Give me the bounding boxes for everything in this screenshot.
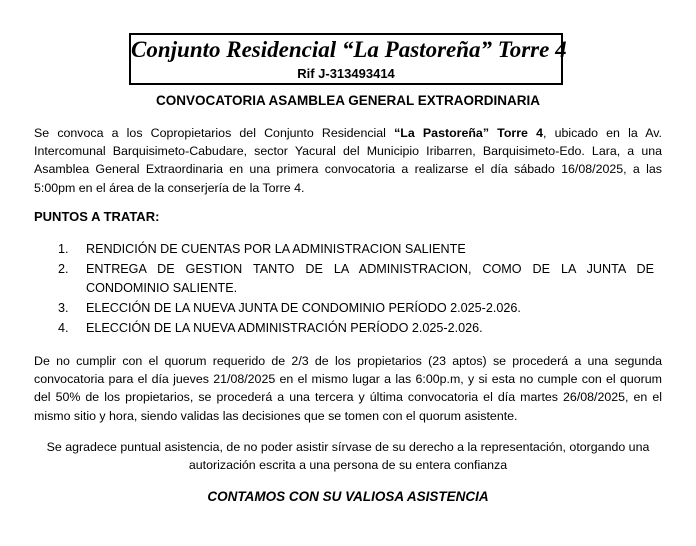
intro-text-part1: Se convoca a los Copropietarios del Conjunto Residencial: [34, 126, 395, 140]
point-item: [58, 260, 654, 298]
point-text: ELECCIÓN DE LA NUEVA ADMINISTRACIÓN PERÍODO 2.025-2.026.: [86, 321, 483, 335]
point-number: 3.: [58, 301, 69, 315]
point-text: ENTREGA DE GESTION TANTO DE LA ADMINISTRACION, COMO DE LA JUNTA DE CONDOMINIO SALIENTE.: [86, 262, 654, 295]
point-number: 1.: [58, 242, 69, 256]
intro-text-part2: , ubicado en la Av. Intercomunal Barquisimeto-Cabudare, sector Yacural del Municipio Iribarren, Barquisimeto-Edo. Lara, a una Asamblea General Extraordinaria en una primera convocatoria a realizarse el día sábado 16/08/2025, a las 5:00pm en el área de la conserjería de la Torre 4.: [34, 126, 662, 195]
header-rif: Rif J-313493414: [297, 66, 395, 81]
point-text: RENDICIÓN DE CUENTAS POR LA ADMINISTRACION SALIENTE: [86, 242, 466, 256]
closing-line: CONTAMOS CON SU VALIOSA ASISTENCIA: [207, 489, 489, 504]
header-title: Conjunto Residencial “La Pastoreña” Torre 4: [131, 37, 567, 62]
attendance-paragraph: Se agradece puntual asistencia, de no poder asistir sírvase de su derecho a la representación, otorgando una autorización escrita a una persona de su entera confianza: [46, 440, 650, 473]
quorum-paragraph: De no cumplir con el quorum requerido de 2/3 de los propietarios (23 aptos) se procederá a una segunda convocatoria para el día jueves 21/08/2025 en el mismo lugar a las 6:00p.m, y si esta no cumple con el quorum del 50% de los propietarios, se procederá a una tercera y última convocatoria el día martes 26/08/2025, en el mismo sitio y hora, siendo validas las decisiones que se tomen con el quorum asistente.: [34, 354, 662, 423]
point-text: ELECCIÓN DE LA NUEVA JUNTA DE CONDOMINIO PERÍODO 2.025-2.026.: [86, 301, 521, 315]
document-title: CONVOCATORIA ASAMBLEA GENERAL EXTRAORDINARIA: [155, 93, 540, 108]
intro-bold-name: “La Pastoreña” Torre 4: [394, 126, 543, 140]
point-item: [58, 299, 654, 318]
header-box: [129, 33, 567, 85]
intro-paragraph: [34, 124, 662, 197]
points-heading: PUNTOS A TRATAR:: [34, 209, 160, 224]
point-number: 4.: [58, 321, 69, 335]
point-number: 2.: [58, 262, 69, 276]
point-item: [58, 240, 654, 259]
points-list: [58, 240, 654, 339]
point-item: [58, 319, 654, 338]
